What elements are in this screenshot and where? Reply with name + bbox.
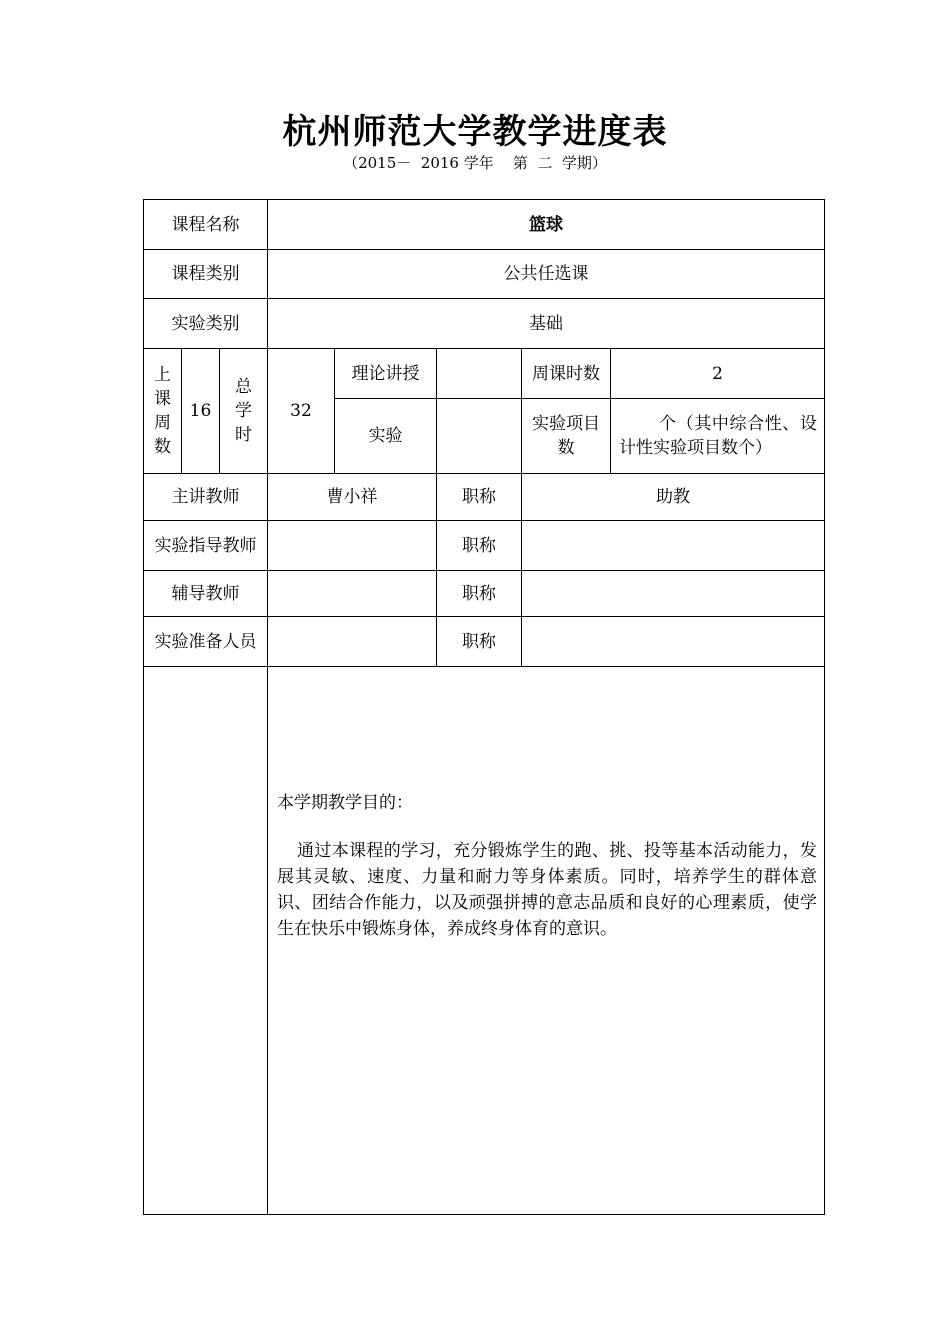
weekly-hours-label: 周课时数 [532, 363, 600, 384]
lab-prep-label: 实验准备人员 [154, 631, 257, 652]
course-name-label: 课程名称 [171, 214, 240, 235]
table-border-right [824, 199, 825, 1215]
weekly-hours-value: 2 [712, 363, 723, 384]
academic-term [0, 152, 950, 173]
tutor-title-label: 职称 [462, 583, 496, 604]
teaching-weeks-char: 上 [154, 365, 171, 385]
teaching-weeks-char: 周 [154, 413, 171, 433]
total-hours-value: 32 [290, 401, 312, 421]
experiment-type-label: 实验类别 [171, 313, 240, 334]
objectives-paragraph: 通过本课程的学习，充分锻炼学生的跑、挑、投等基本活动能力，发展其灵敏、速度、力量和耐力等身体素质。同时，培养学生的群体意识、团结合作能力，以及顽强拼搏的意志品质和良好的心理素质，使学生在快乐中锻炼身体，养成终身体育的意识。 [277, 841, 817, 939]
lab-prep-title [522, 617, 824, 666]
lead-teacher-title: 助教 [656, 487, 690, 507]
teaching-weeks-char: 数 [154, 437, 171, 457]
total-hours-char: 学 [235, 401, 252, 421]
tutor-label: 辅导教师 [171, 583, 240, 604]
experiment-type-value: 基础 [529, 313, 563, 334]
lab-instructor-title [522, 521, 824, 570]
lab-prep-title-label: 职称 [462, 631, 496, 652]
course-type-value: 公共任选课 [503, 264, 589, 284]
lead-teacher-title-label: 职称 [462, 487, 496, 507]
teaching-weeks-label [144, 349, 181, 473]
teaching-weeks-value: 16 [189, 401, 212, 421]
teaching-objectives [277, 790, 817, 942]
row-line [143, 666, 825, 667]
total-hours-char: 时 [235, 425, 252, 445]
tutor-name [268, 571, 436, 616]
teaching-weeks-char: 课 [154, 389, 171, 409]
experiment-items-label: 实验项目数 [532, 414, 600, 458]
objectives-heading: 本学期教学目的： [277, 793, 413, 813]
lecture-value [437, 349, 521, 398]
total-hours-label [220, 349, 267, 473]
academic-term-text: （2015－ 2016 学年 第 二 学期） [343, 154, 607, 172]
lecture-label: 理论讲授 [351, 363, 420, 384]
experiment-value [437, 399, 521, 473]
lab-instructor-name [268, 521, 436, 570]
lab-instructor-title-label: 职称 [462, 535, 496, 556]
course-name-value: 篮球 [529, 214, 563, 235]
experiment-items-value: 个（其中综合性、设计性实验项目数个） [619, 414, 817, 458]
table-border-bottom [143, 1214, 825, 1215]
lab-instructor-label: 实验指导教师 [154, 535, 257, 556]
page-title: 杭州师范大学教学进度表 [282, 112, 668, 152]
lab-prep-name [268, 617, 436, 666]
experiment-label: 实验 [368, 426, 403, 446]
tutor-title [522, 571, 824, 616]
lead-teacher-name: 曹小祥 [326, 487, 378, 507]
course-type-label: 课程类别 [171, 264, 240, 284]
lead-teacher-label: 主讲教师 [171, 487, 240, 507]
total-hours-char: 总 [235, 377, 252, 397]
